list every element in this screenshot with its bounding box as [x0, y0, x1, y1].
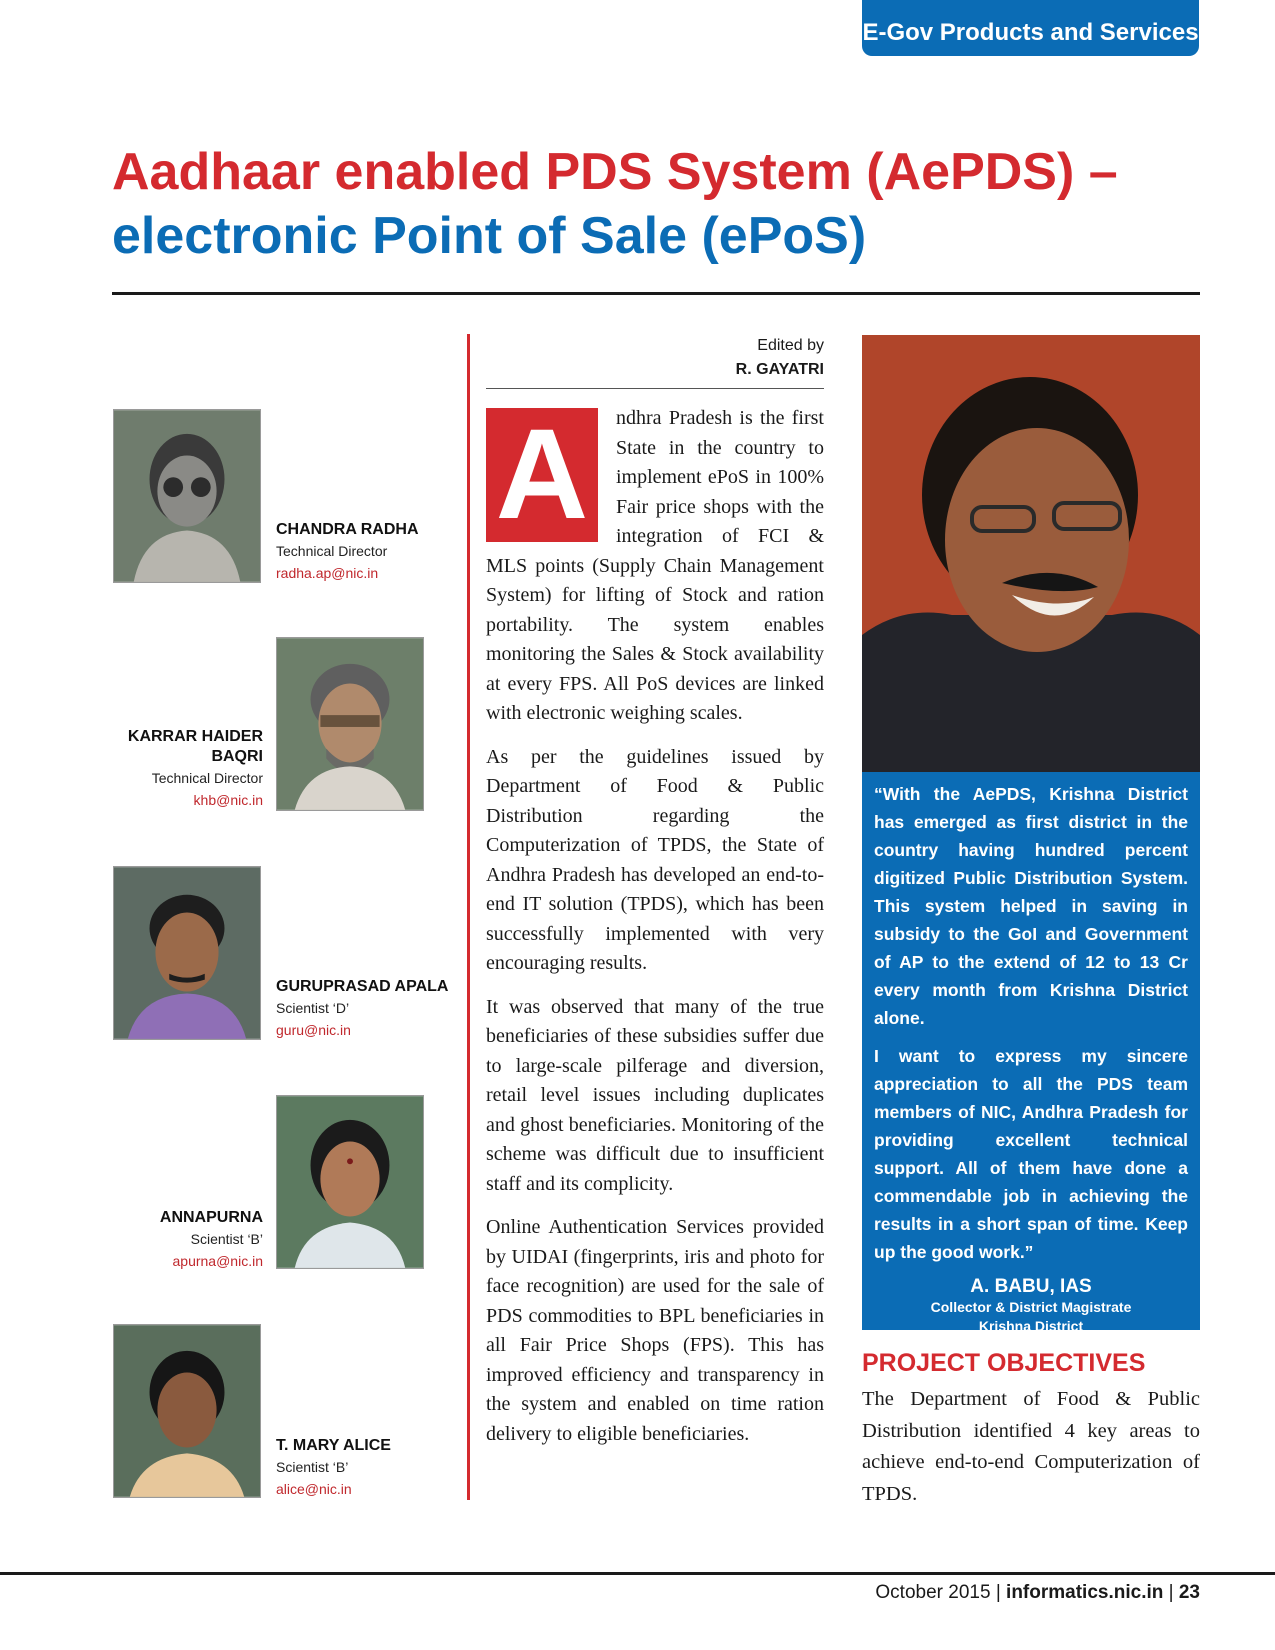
- title-line-1: Aadhaar enabled PDS System (AePDS) –: [112, 143, 1118, 201]
- title-divider: [112, 292, 1200, 295]
- footer-separator: |: [995, 1582, 1001, 1603]
- quote-paragraph-2: I want to express my sincere appreciation to all the PDS team members of NIC, Andhra Pradesh for providing excellent technical support. All of them have done a commendable job in achieving the results in a short span of time. Keep up the good work.”: [874, 1046, 1188, 1262]
- section-tab: E-Gov Products and Services: [862, 0, 1199, 56]
- article-title: [112, 140, 1202, 268]
- article-body: [486, 404, 824, 1463]
- author-photo-guruprasad-apala: [113, 866, 261, 1040]
- author-name-line-1: KARRAR HAIDER: [127, 728, 263, 745]
- edited-by-label: Edited by: [757, 337, 824, 354]
- edited-by-divider: [486, 388, 824, 389]
- author-name: T. MARY ALICE: [276, 1437, 391, 1454]
- quote-author-name: A. BABU, IAS: [970, 1276, 1092, 1297]
- author-role: Technical Director: [151, 770, 263, 786]
- drop-cap: A: [486, 408, 598, 542]
- author-karrar-haider-baqri: [103, 727, 263, 811]
- author-photo-t-mary-alice: [113, 1324, 261, 1498]
- paragraph-3: It was observed that many of the true beneficiaries of these subsidies suffer due to large-scale pilferage and diversion, retail level issues including duplicates and ghost beneficiaries. Monitoring of the scheme was difficult due to insufficient staff and its complicity.: [486, 995, 824, 1195]
- author-email[interactable]: guru@nic.in: [276, 1022, 351, 1038]
- paragraph-2: As per the guidelines issued by Department of Food & Public Distribution regarding the Computerization of TPDS, the State of Andhra Pradesh has developed an end-to-end IT solution (TPDS), which has been successfully implemented with very encouraging results.: [486, 745, 824, 974]
- author-name: ANNAPURNA: [159, 1209, 263, 1226]
- author-email[interactable]: alice@nic.in: [276, 1481, 352, 1497]
- author-photo-annapurna: [276, 1095, 424, 1269]
- author-email[interactable]: radha.ap@nic.in: [276, 565, 379, 581]
- page-footer: [700, 1580, 1200, 1606]
- author-photo-chandra-radha: [113, 409, 261, 583]
- section-heading: PROJECT OBJECTIVES: [862, 1349, 1146, 1377]
- author-photo-karrar-haider-baqri: [276, 637, 424, 811]
- quote-box: [862, 772, 1200, 1334]
- author-chandra-radha: [276, 520, 466, 584]
- quote-author-district: Krishna District: [978, 1318, 1084, 1334]
- author-role: Technical Director: [276, 543, 388, 559]
- edited-by: [486, 334, 824, 382]
- author-name-line-2: BAQRI: [211, 748, 263, 765]
- collector-portrait: [862, 335, 1200, 772]
- footer-separator: |: [1168, 1582, 1174, 1603]
- column-divider: [467, 334, 470, 1500]
- objectives-text: The Department of Food & Public Distribution identified 4 key areas to achieve end-to-end Computerization of TPDS.: [862, 1388, 1200, 1505]
- author-guruprasad-apala: [276, 977, 466, 1041]
- page-number: 23: [1178, 1582, 1200, 1603]
- author-annapurna: [103, 1208, 263, 1272]
- author-name: CHANDRA RADHA: [276, 521, 419, 538]
- quote-paragraph-1: “With the AePDS, Krishna District has emerged as first district in the country having hundred percent digitized Public Distribution System. This system helped in saving in subsidy to the GoI and Government of AP to the extend of 12 to 13 Cr every month from Krishna District alone.: [874, 784, 1188, 1028]
- author-t-mary-alice: [276, 1436, 466, 1500]
- author-role: Scientist ‘D’: [276, 1000, 350, 1016]
- paragraph-1: [486, 404, 824, 729]
- author-name: GURUPRASAD APALA: [276, 978, 449, 995]
- author-email[interactable]: apurna@nic.in: [172, 1253, 263, 1269]
- paragraph-1-text: ndhra Pradesh is the first State in the country to implement ePoS in 100% Fair price shops with the integration of FCI & MLS points (Supply Chain Management System) for lifting of Stock and ration portability. The system enables monitoring the Sales & Stock availability at every FPS. All PoS devices are linked with electronic weighing scales.: [486, 407, 824, 724]
- paragraph-4: Online Authentication Services provided by UIDAI (fingerprints, iris and photo for face recognition) are used for the sale of PDS commodities to BPL beneficiaries in all Fair Price Shops (FPS). This has improved efficiency and transparency in the system and enabled on time ration delivery to eligible beneficiaries.: [486, 1216, 824, 1445]
- footer-site[interactable]: informatics.nic.in: [1006, 1582, 1164, 1603]
- author-email[interactable]: khb@nic.in: [193, 792, 263, 808]
- quote-author-title: Collector & District Magistrate: [930, 1299, 1132, 1315]
- editor-name: R. GAYATRI: [735, 361, 824, 378]
- footer-date: October 2015: [875, 1582, 991, 1603]
- footer-divider: [0, 1572, 1275, 1575]
- title-line-2: electronic Point of Sale (ePoS): [112, 207, 867, 265]
- author-role: Scientist ‘B’: [190, 1231, 263, 1247]
- author-role: Scientist ‘B’: [276, 1459, 349, 1475]
